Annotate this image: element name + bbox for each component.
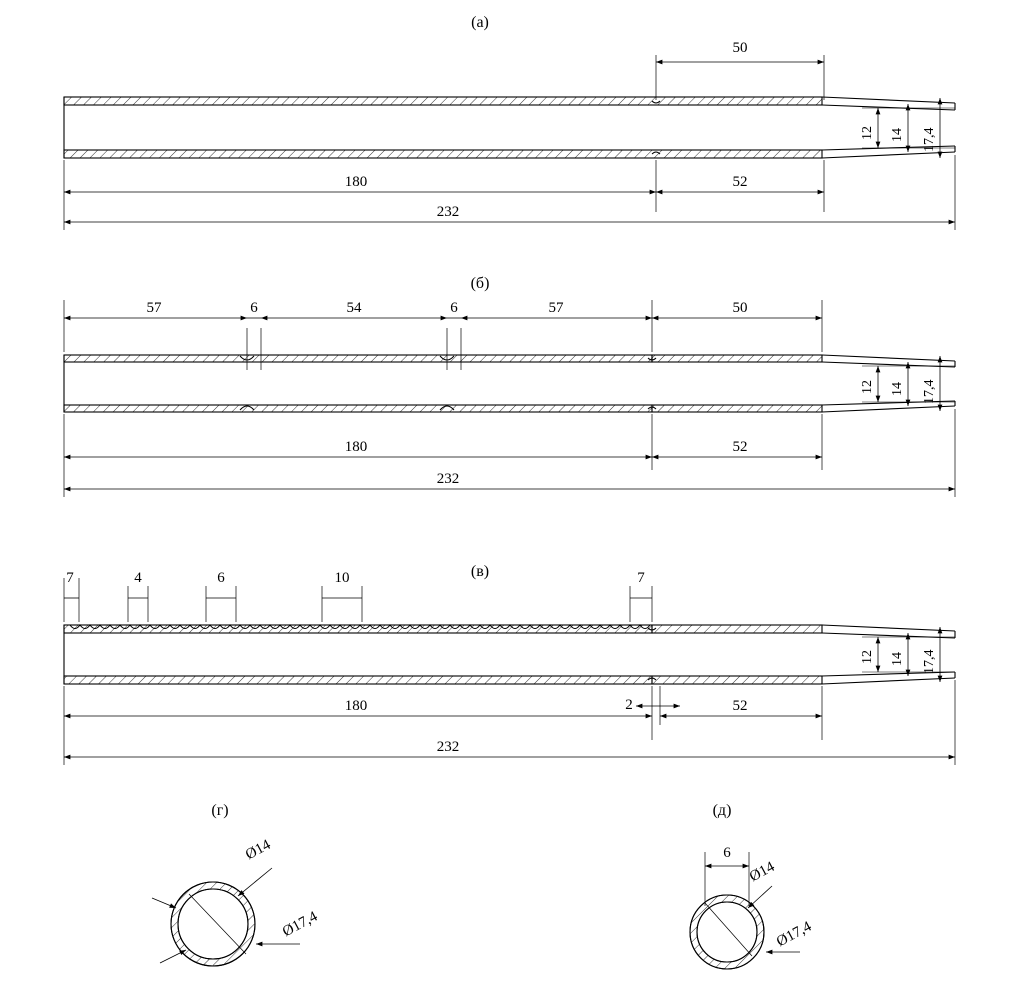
dim-c-174: 17,4 <box>922 649 937 674</box>
dim-c-232: 232 <box>436 739 460 755</box>
view-tag-a: (а) <box>471 14 489 31</box>
view-tag-c: (в) <box>470 563 490 580</box>
dim-a-50: 50 <box>732 40 748 56</box>
view-tag-b: (б) <box>470 275 490 292</box>
dim-b-12: 12 <box>860 380 875 394</box>
dim-b-50: 50 <box>732 300 748 316</box>
dim-a-12: 12 <box>860 126 875 140</box>
dim-b-52: 52 <box>732 439 748 455</box>
dim-c-52: 52 <box>732 698 748 714</box>
dim-b-57a: 57 <box>146 300 162 316</box>
view-tag-e: (д) <box>712 802 732 819</box>
dim-b-180: 180 <box>344 439 368 455</box>
view-tag-d: (г) <box>211 802 229 819</box>
dim-b-57b: 57 <box>548 300 564 316</box>
dim-e-d174: Ø17,4 <box>774 918 815 951</box>
dim-c-10: 10 <box>334 570 350 586</box>
dim-c-4: 4 <box>134 570 142 586</box>
dim-b-6b: 6 <box>450 300 458 316</box>
dim-c-7a: 7 <box>66 570 74 586</box>
dim-e-6: 6 <box>723 845 731 861</box>
dim-c-6: 6 <box>217 570 225 586</box>
dim-c-2: 2 <box>625 697 633 713</box>
dim-c-14: 14 <box>890 652 905 666</box>
dim-a-232: 232 <box>436 204 460 220</box>
dim-b-174: 17,4 <box>922 379 937 404</box>
dim-a-14: 14 <box>890 128 905 142</box>
dim-b-6a: 6 <box>250 300 258 316</box>
dim-c-12: 12 <box>860 650 875 664</box>
dim-c-180: 180 <box>344 698 368 714</box>
dim-d-d174: Ø17,4 <box>280 908 321 941</box>
dim-d-d14: Ø14 <box>243 836 274 864</box>
dim-c-7b: 7 <box>637 570 645 586</box>
dim-a-174: 17,4 <box>922 127 937 152</box>
dim-a-52: 52 <box>732 174 748 190</box>
dim-b-232: 232 <box>436 471 460 487</box>
dim-b-54: 54 <box>346 300 362 316</box>
dim-e-d14: Ø14 <box>747 858 778 886</box>
dim-b-14: 14 <box>890 382 905 396</box>
dim-a-180: 180 <box>344 174 368 190</box>
